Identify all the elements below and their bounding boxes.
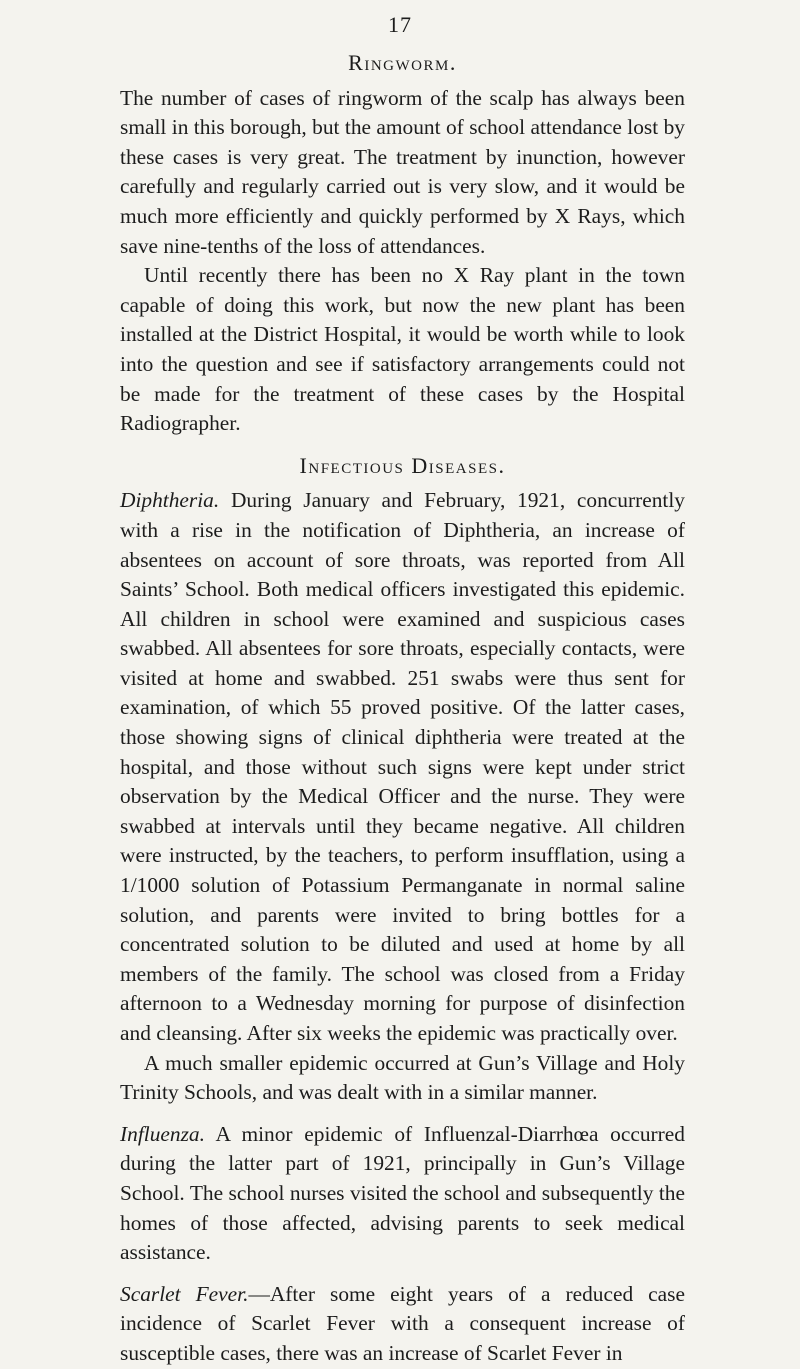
scarlet-fever-paragraph bbox=[120, 1280, 685, 1369]
influenza-paragraph bbox=[120, 1120, 685, 1268]
diphtheria-paragraph bbox=[120, 486, 685, 1048]
ringworm-paragraph-2: Until recently there has been no X Ray plant in the town capable of doing this work, but now the new plant has been installed at the District Hospital, it would be worth while to look into the question and see if satisfactory arrangements could not be made for the treatment of these cases by the Hospital Radiographer. bbox=[120, 263, 685, 436]
influenza-text: A minor epidemic of Influenzal-Diarrhœa occurred during the latter part of 1921, principally in Gun’s Village School. The school nurses visited the school and subsequently the homes of those affected, advising parents to seek medical assistance. bbox=[120, 1121, 685, 1265]
scarlet-fever-lead: Scarlet Fever. bbox=[120, 1281, 249, 1306]
page-content bbox=[120, 40, 685, 1369]
scarlet-fever-text: —After some eight years of a reduced case incidence of Scarlet Fever with a consequent increase of susceptible cases, there was an increase of Scarlet Fever in bbox=[120, 1281, 685, 1365]
section-heading-infectious-diseases: Infectious Diseases. bbox=[299, 452, 506, 478]
diphtheria-followup-paragraph: A much smaller epidemic occurred at Gun’s Village and Holy Trinity Schools, and was dealt with in a similar manner. bbox=[120, 1050, 685, 1105]
section-heading-ringworm: Ringworm. bbox=[348, 50, 457, 75]
page-number: 17 bbox=[388, 12, 412, 37]
ringworm-paragraph-1: The number of cases of ringworm of the scalp has always been small in this borough, but the amount of school attendance lost by these cases is very great. The treatment by inunction, however carefully and regularly carried out is very slow, and it would be much more efficiently and quickly performed by X Rays, which save nine-tenths of the loss of attendances. bbox=[120, 85, 685, 258]
diphtheria-text: During January and February, 1921, concurrently with a rise in the notification of Diphtheria, an increase of absentees on account of sore throats, was reported from All Saints’ School. Both medical officers investigated this epidemic. All children in school were examined and suspicious cases swabbed. All absentees for sore throats, especially contacts, were visited at home and swabbed. 251 swabs were thus sent for examination, of which 55 proved positive. Of the latter cases, those showing signs of clinical diphtheria were treated at the hospital, and those without such signs were kept under strict observation by the Medical Officer and the nurse. They were swabbed at intervals until they became negative. All children were instructed, by the teachers, to perform insufflation, using a 1/1000 solution of Potassium Permanganate in normal saline solution, and parents were invited to bring bottles for a concentrated solution to be diluted and used at home by all members of the family. The school was closed from a Friday afternoon to a Wednesday morning for purpose of disinfection and cleansing. After six weeks the epidemic was practically over. bbox=[120, 488, 685, 1045]
influenza-lead: Influenza. bbox=[120, 1121, 205, 1146]
diphtheria-lead: Diphtheria. bbox=[120, 488, 220, 513]
